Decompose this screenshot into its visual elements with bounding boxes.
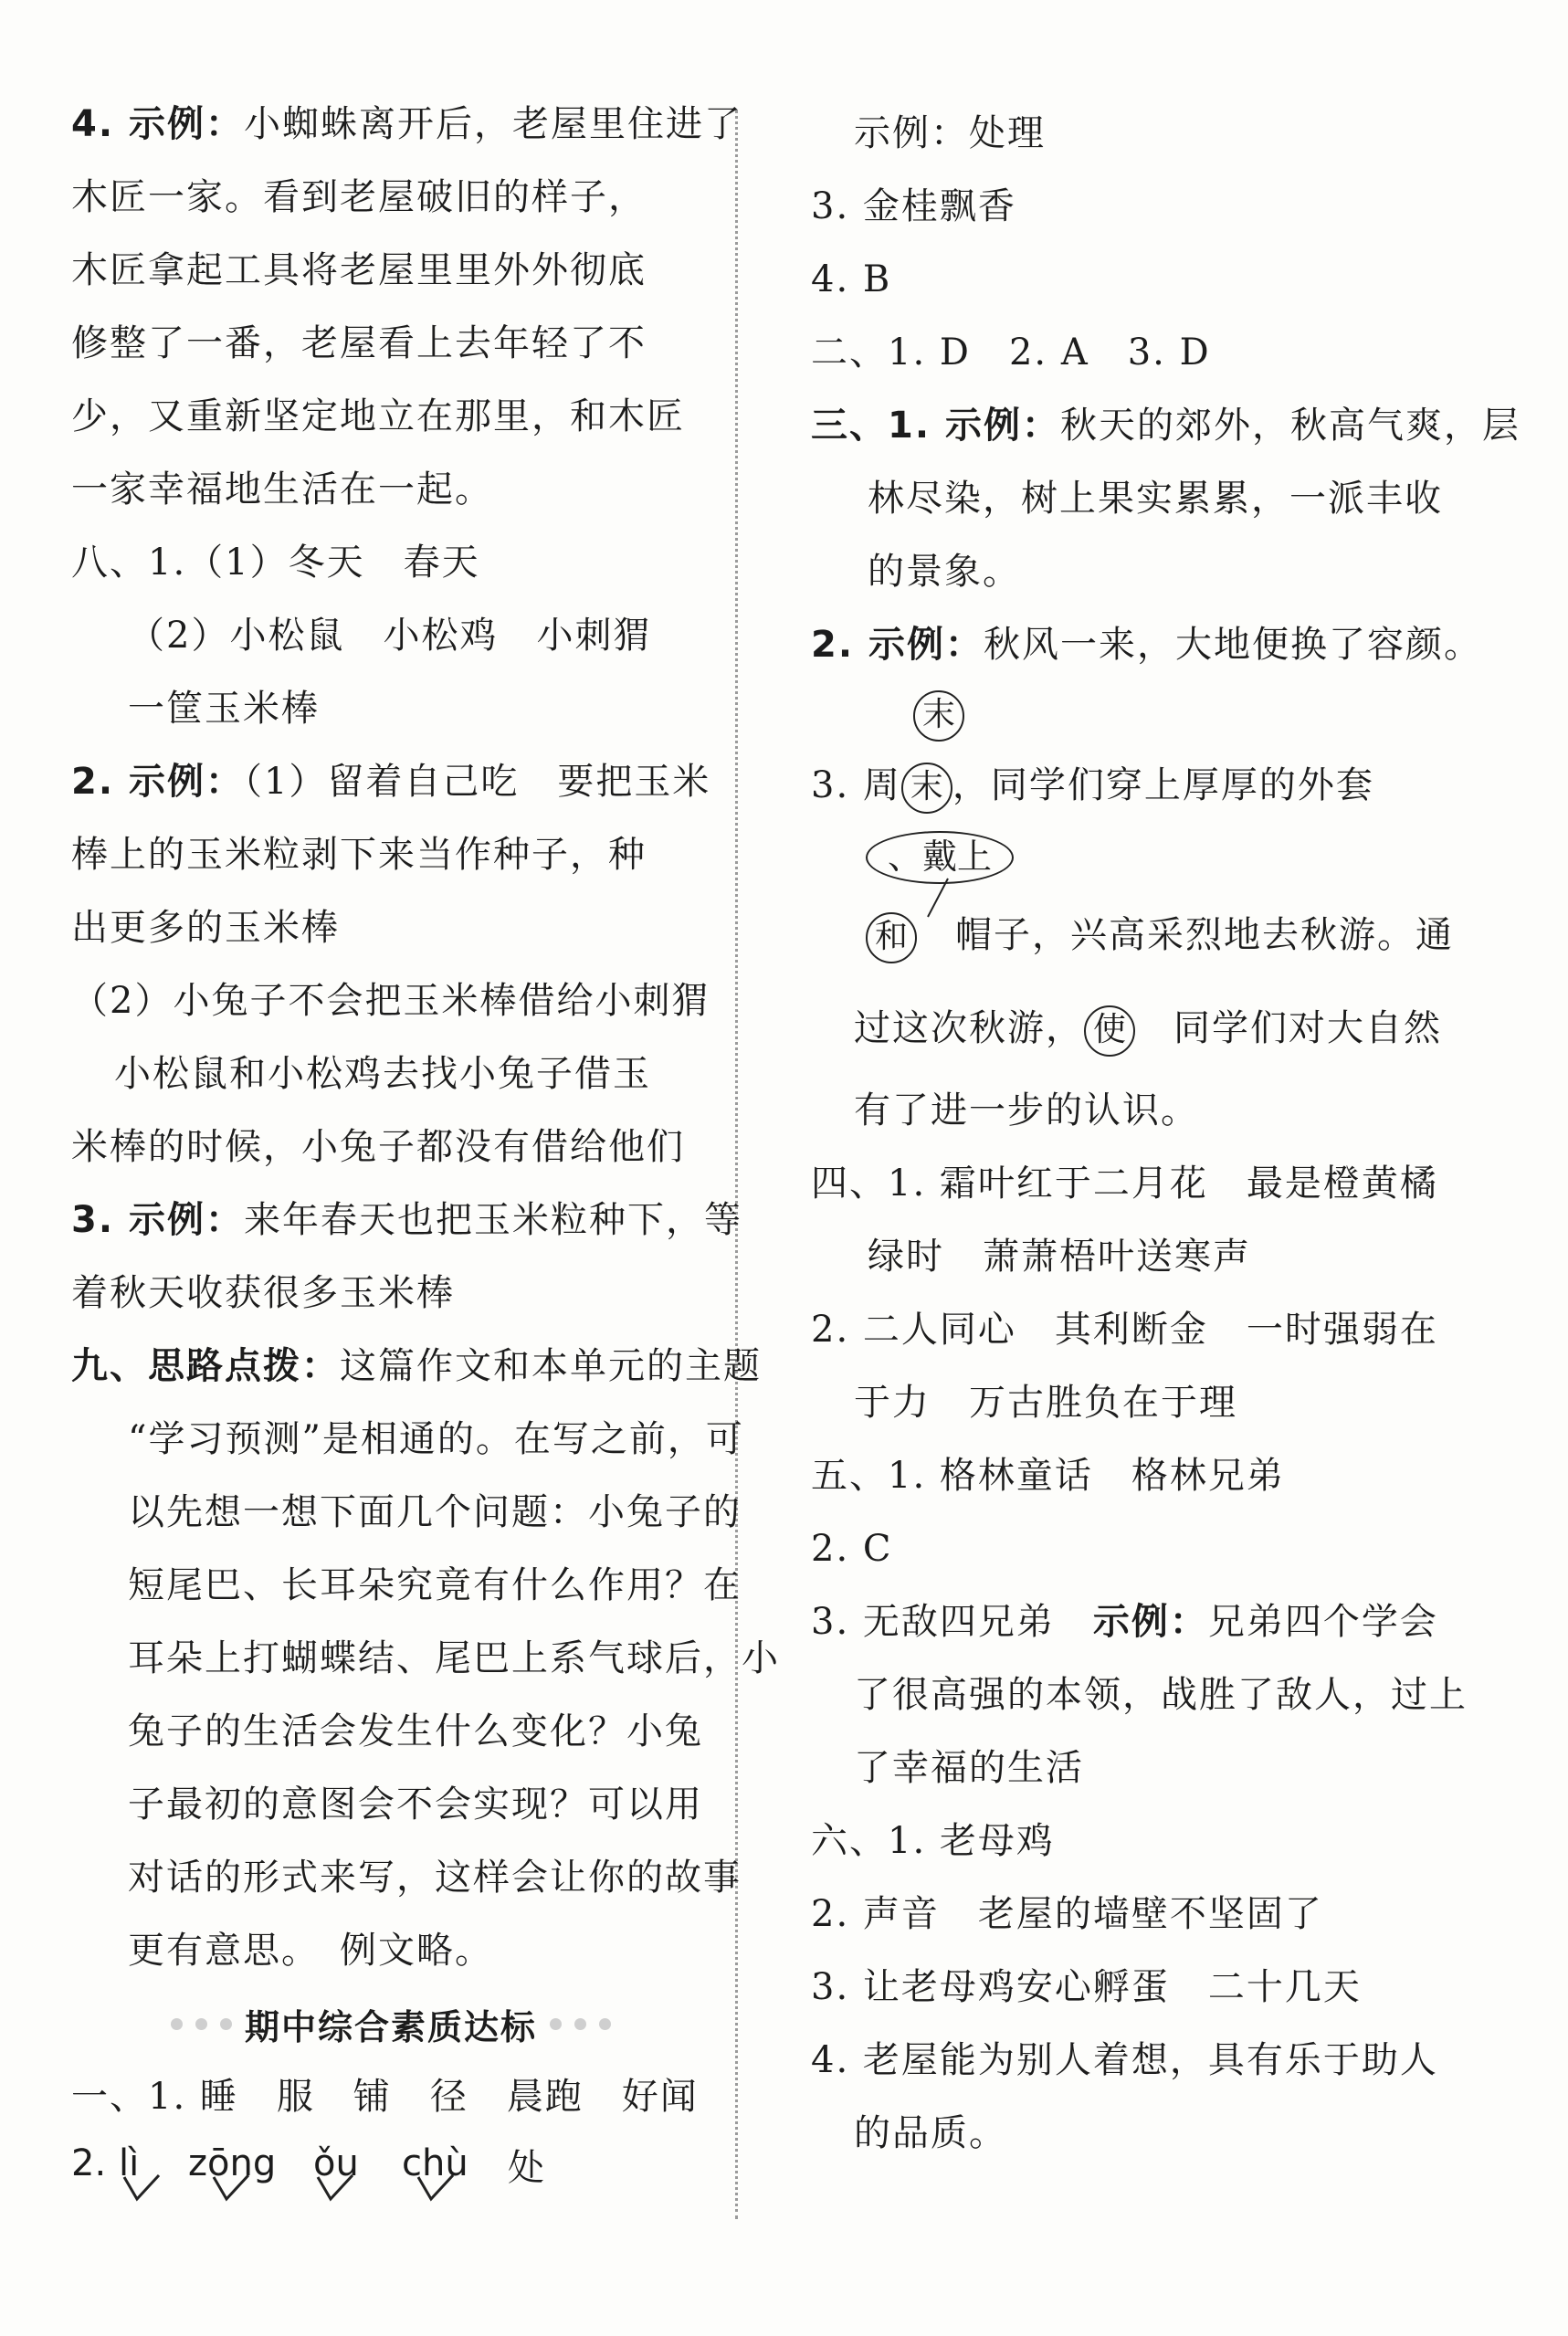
answer-text: 帽子，兴高采烈地去秋游。通 xyxy=(955,914,1454,956)
check-mark-icon xyxy=(316,2173,354,2203)
answer-line: 短尾巴、长耳朵究竟有什么作用？在 xyxy=(128,1564,742,1606)
check-mark-icon xyxy=(122,2173,161,2203)
answer-text: 这篇作文和本单元的主题 xyxy=(340,1345,762,1387)
section-header xyxy=(71,1987,710,2060)
answer-line: 的景象。 xyxy=(868,551,1021,593)
answer-line: 四、1. 霜叶红于二月花 最是橙黄橘 xyxy=(811,1163,1438,1205)
pinyin-option: ǒu xyxy=(313,2142,359,2184)
answer-text: 兄弟四个学会 xyxy=(1207,1601,1438,1643)
answer-line: 耳朵上打蝴蝶结、尾巴上系气球后，小 xyxy=(128,1637,780,1679)
answer-text: 3. 周 xyxy=(811,764,901,806)
answer-text: 来年春天也把玉米粒种下，等 xyxy=(243,1199,742,1241)
answer-line: 一筐玉米棒 xyxy=(128,688,320,730)
answer-line: 二、1. D 2. A 3. D xyxy=(811,331,1211,374)
answer-line: 了很高强的本领，战胜了敌人，过上 xyxy=(854,1674,1468,1716)
right-column xyxy=(811,97,1521,2170)
answer-text: 秋天的郊外，秋高气爽，层 xyxy=(1059,405,1521,447)
answer-line xyxy=(811,1585,1459,1658)
answer-line: （2）小松鼠 小松鸡 小刺猬 xyxy=(128,615,652,657)
section-title: 期中综合素质达标 xyxy=(244,2006,537,2047)
answer-line: 林尽染，树上果实累累，一派丰收 xyxy=(868,478,1443,520)
answer-text: 同学们对大自然 xyxy=(1173,1007,1442,1049)
answer-line: 4. 老屋能为别人着想，具有乐于助人 xyxy=(811,2039,1438,2081)
decor-dot xyxy=(574,2018,586,2030)
decor-dot xyxy=(599,2018,611,2030)
answer-line: 小松鼠和小松鸡去找小兔子借玉 xyxy=(114,1053,651,1095)
decor-dot xyxy=(195,2018,207,2030)
answer-line: 更有意思。 例文略。 xyxy=(128,1930,493,1972)
answer-line: 五、1. 格林童话 格林兄弟 xyxy=(811,1455,1285,1497)
answer-line: “学习预测”是相通的。在写之前，可 xyxy=(128,1418,744,1460)
answer-line xyxy=(71,1184,742,1257)
answer-line: 2. C xyxy=(811,1528,893,1570)
character: 处 xyxy=(508,2147,544,2189)
answer-line: 的品质。 xyxy=(854,2112,1007,2154)
answer-line: 2. 二人同心 其利断金 一时强弱在 xyxy=(811,1309,1438,1351)
answer-line: 以先想一想下面几个问题：小兔子的 xyxy=(128,1491,742,1533)
pinyin-option: zōng xyxy=(188,2142,277,2184)
circled-correction: 末 xyxy=(913,690,964,742)
answer-line xyxy=(811,983,1459,1074)
answer-line xyxy=(866,899,1454,972)
pinyin-answer-row xyxy=(71,2133,710,2206)
circled-char: 和 xyxy=(866,912,917,963)
answer-line: 米棒的时候，小兔子都没有借给他们 xyxy=(71,1126,685,1168)
answer-line xyxy=(71,745,710,818)
example-label: 4. 示例： xyxy=(71,103,244,145)
answer-line: 着秋天收获很多玉米棒 xyxy=(71,1272,455,1314)
answer-text: 秋风一来，大地便换了容颜。 xyxy=(983,624,1482,666)
decor-dot xyxy=(171,2018,183,2030)
answer-text: 过这次秋游， xyxy=(854,1007,1084,1049)
question-number: 2. xyxy=(71,2142,107,2184)
answer-line: 棒上的玉米粒剥下来当作种子，种 xyxy=(71,834,647,876)
left-column xyxy=(71,88,780,2206)
answer-line: 六、1. 老母鸡 xyxy=(811,1820,1055,1862)
answer-text: ，同学们穿上厚厚的外套 xyxy=(952,764,1374,806)
answer-line: 八、1.（1）冬天 春天 xyxy=(71,542,480,584)
circled-char: 使 xyxy=(1084,1005,1135,1057)
hint-label: 九、思路点拨： xyxy=(71,1345,340,1387)
answer-line xyxy=(811,749,1374,822)
answer-line: 子最初的意图会不会实现？可以用 xyxy=(128,1784,703,1826)
answer-line: 修整了一番，老屋看上去年轻了不 xyxy=(71,322,647,364)
answer-text: 小蜘蛛离开后，老屋里住进了 xyxy=(243,103,742,145)
example-label: 2. 示例： xyxy=(71,761,244,803)
answer-line: 木匠拿起工具将老屋里里外外彻底 xyxy=(71,249,647,291)
answer-line: 出更多的玉米棒 xyxy=(71,907,340,949)
answer-line: 了幸福的生活 xyxy=(854,1747,1084,1789)
answer-line: 兔子的生活会发生什么变化？小兔 xyxy=(128,1710,703,1752)
answer-line: 3. 金桂飘香 xyxy=(811,185,1016,227)
answer-line: 木匠一家。看到老屋破旧的样子， xyxy=(71,176,647,218)
answer-line xyxy=(811,608,1482,681)
answer-line: 一家幸福地生活在一起。 xyxy=(71,468,493,510)
decor-dot xyxy=(220,2018,232,2030)
answer-line: 3. 让老母鸡安心孵蛋 二十几天 xyxy=(811,1966,1362,2008)
pinyin-option: chù xyxy=(402,2142,468,2184)
answer-line: 有了进一步的认识。 xyxy=(854,1089,1199,1131)
answer-line: 4. B xyxy=(811,258,892,300)
answer-line: 一、1. 睡 服 铺 径 晨跑 好闻 xyxy=(71,2076,699,2118)
circled-char: 末 xyxy=(901,763,952,814)
check-mark-icon xyxy=(416,2173,455,2203)
inserted-text: 、戴上 xyxy=(866,831,1014,884)
example-label: 2. 示例： xyxy=(811,624,984,666)
answer-line xyxy=(811,389,1521,462)
answer-line: （2）小兔子不会把玉米棒借给小刺猬 xyxy=(71,980,710,1022)
decor-dot xyxy=(550,2018,562,2030)
answer-line: 示例：处理 xyxy=(854,112,1046,154)
example-label: 3. 示例： xyxy=(71,1199,244,1241)
insertion-block xyxy=(811,827,1459,983)
answer-line: 2. 声音 老屋的墙壁不坚固了 xyxy=(811,1893,1323,1935)
check-mark-icon xyxy=(212,2173,250,2203)
answer-text: 3. 无敌四兄弟 xyxy=(811,1601,1093,1643)
pinyin-option: lì xyxy=(119,2142,140,2184)
answer-line: 绿时 萧萧梧叶送寒声 xyxy=(868,1236,1251,1278)
answer-line: 少，又重新坚定地立在那里，和木匠 xyxy=(71,395,685,437)
answer-line: 于力 万古胜负在于理 xyxy=(854,1382,1237,1424)
answer-line xyxy=(71,88,742,161)
correction-block xyxy=(811,681,1459,827)
example-label: 三、1. 示例： xyxy=(811,405,1060,447)
example-label: 示例： xyxy=(1092,1601,1208,1643)
answer-line: 对话的形式来写，这样会让你的故事 xyxy=(128,1857,742,1899)
answer-text: （1）留着自己吃 要把玉米 xyxy=(243,761,711,803)
answer-line xyxy=(71,1330,762,1403)
